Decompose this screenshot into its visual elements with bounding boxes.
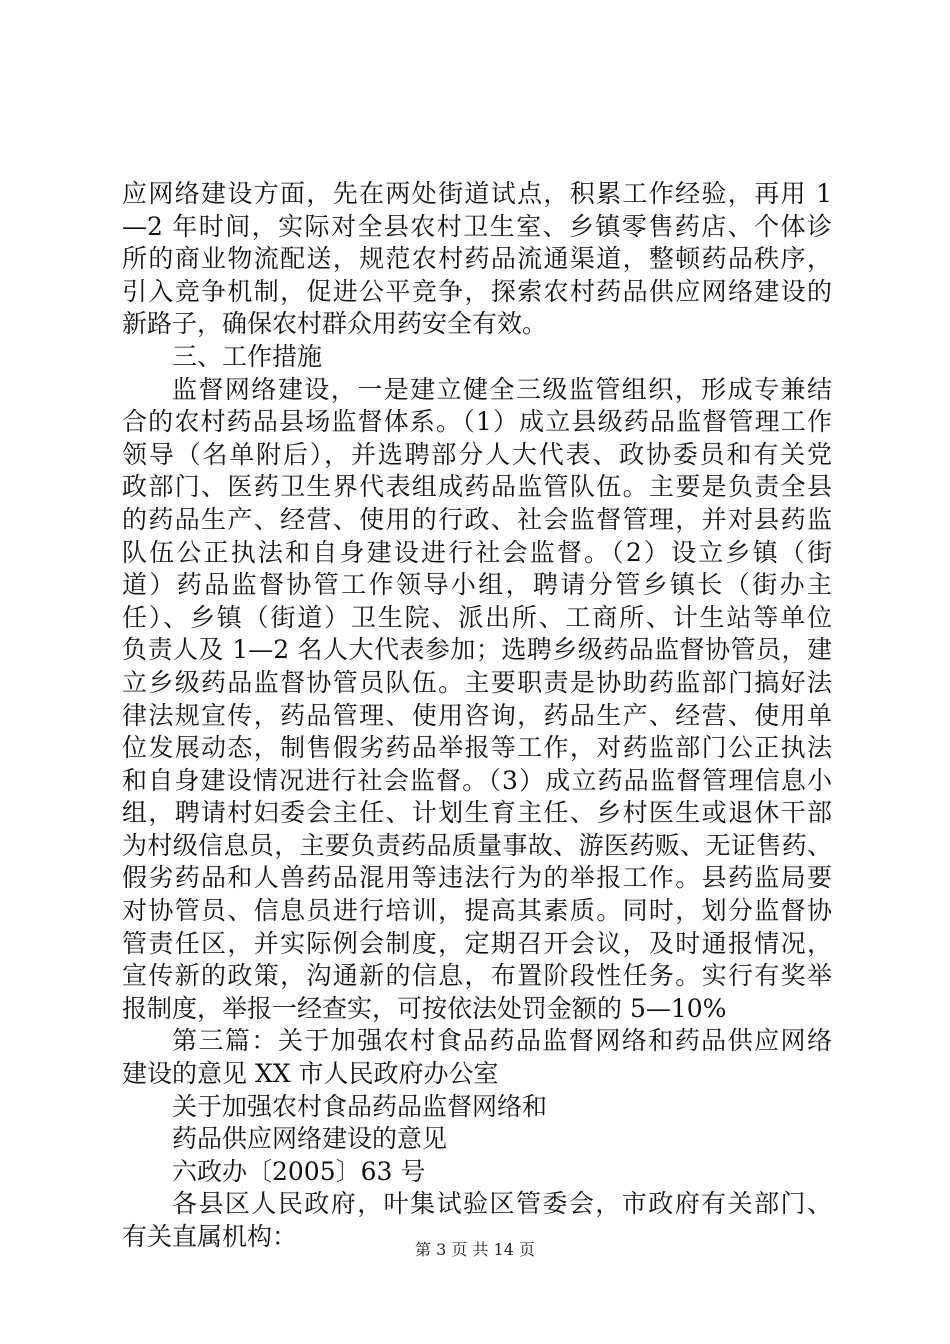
body-line: 律法规宣传，药品管理、使用咨询，药品生产、经营、使用单: [122, 700, 832, 730]
salutation-line: 有关直属机构：: [122, 1222, 298, 1251]
article-title-line: 第三篇：关于加强农村食品药品监督网络和药品供应网络: [172, 1026, 832, 1056]
doc-title-line: 药品供应网络建设的意见: [172, 1124, 448, 1154]
body-line: 管责任区，并实际例会制度，定期召开会议，及时通报情况，: [122, 928, 832, 958]
doc-title-line: 关于加强农村食品药品监督网络和: [172, 1091, 548, 1121]
body-line: 位发展动态，制售假劣药品举报等工作，对药监部门公正执法: [122, 733, 832, 763]
body-line: 和自身建设情况进行社会监督。（3）成立药品监督管理信息小: [122, 765, 832, 795]
body-line: 队伍公正执法和自身建设进行社会监督。（2）设立乡镇（街: [122, 537, 832, 567]
body-line: 道）药品监督协管工作领导小组，聘请分管乡镇长（街办主: [122, 570, 832, 600]
body-line: 政部门、医药卫生界代表组成药品监管队伍。主要是负责全县: [122, 472, 832, 502]
salutation-line: 各县区人民政府，叶集试验区管委会，市政府有关部门、: [172, 1189, 832, 1219]
body-line: 假劣药品和人兽药品混用等违法行为的举报工作。县药监局要: [122, 863, 832, 893]
body-line: 新路子，确保农村群众用药安全有效。: [122, 309, 548, 339]
body-line: 领导（名单附后），并选聘部分人大代表、政协委员和有关党: [122, 439, 832, 469]
body-line: 组，聘请村妇委会主任、计划生育主任、乡村医生或退休干部: [122, 798, 832, 828]
body-line: 任）、乡镇（街道）卫生院、派出所、工商所、计生站等单位: [122, 602, 832, 632]
paragraph-first-line: 监督网络建设，一是建立健全三级监管组织，形成专兼结: [172, 374, 832, 404]
body-line: 的药品生产、经营、使用的行政、社会监督管理，并对县药监: [122, 504, 832, 534]
body-line: 立乡级药品监督协管员队伍。主要职责是协助药监部门搞好法: [122, 667, 832, 697]
body-line: 负责人及 1—2 名人大代表参加；选聘乡级药品监督协管员，建: [122, 635, 832, 665]
body-line: 引入竞争机制，促进公平竞争，探索农村药品供应网络建设的: [122, 276, 832, 306]
page-number-footer: 第 3 页 共 14 页: [415, 1240, 535, 1259]
body-line: 应网络建设方面，先在两处街道试点，积累工作经验，再用 1: [122, 179, 832, 208]
body-line: 报制度，举报一经查实，可按依法处罚金额的 5—10%: [122, 993, 727, 1023]
body-line: 合的农村药品县场监督体系。（1）成立县级药品监督管理工作: [122, 407, 832, 437]
doc-number: 六政办〔2005〕63 号: [172, 1156, 426, 1186]
body-line: 宣传新的政策，沟通新的信息，布置阶段性任务。实行有奖举: [122, 961, 832, 991]
body-line: 对协管员、信息员进行培训，提高其素质。同时，划分监督协: [122, 896, 832, 926]
body-line: —2 年时间，实际对全县农村卫生室、乡镇零售药店、个体诊: [122, 211, 832, 241]
article-title-line: 建设的意见 XX 市人民政府办公室: [122, 1059, 499, 1089]
document-body: [122, 178, 832, 1254]
section-heading: 三、工作措施: [172, 341, 323, 371]
body-line: 为村级信息员，主要负责药品质量事故、游医药贩、无证售药、: [122, 830, 832, 860]
body-line: 所的商业物流配送，规范农村药品流通渠道，整顿药品秩序，: [122, 244, 832, 274]
